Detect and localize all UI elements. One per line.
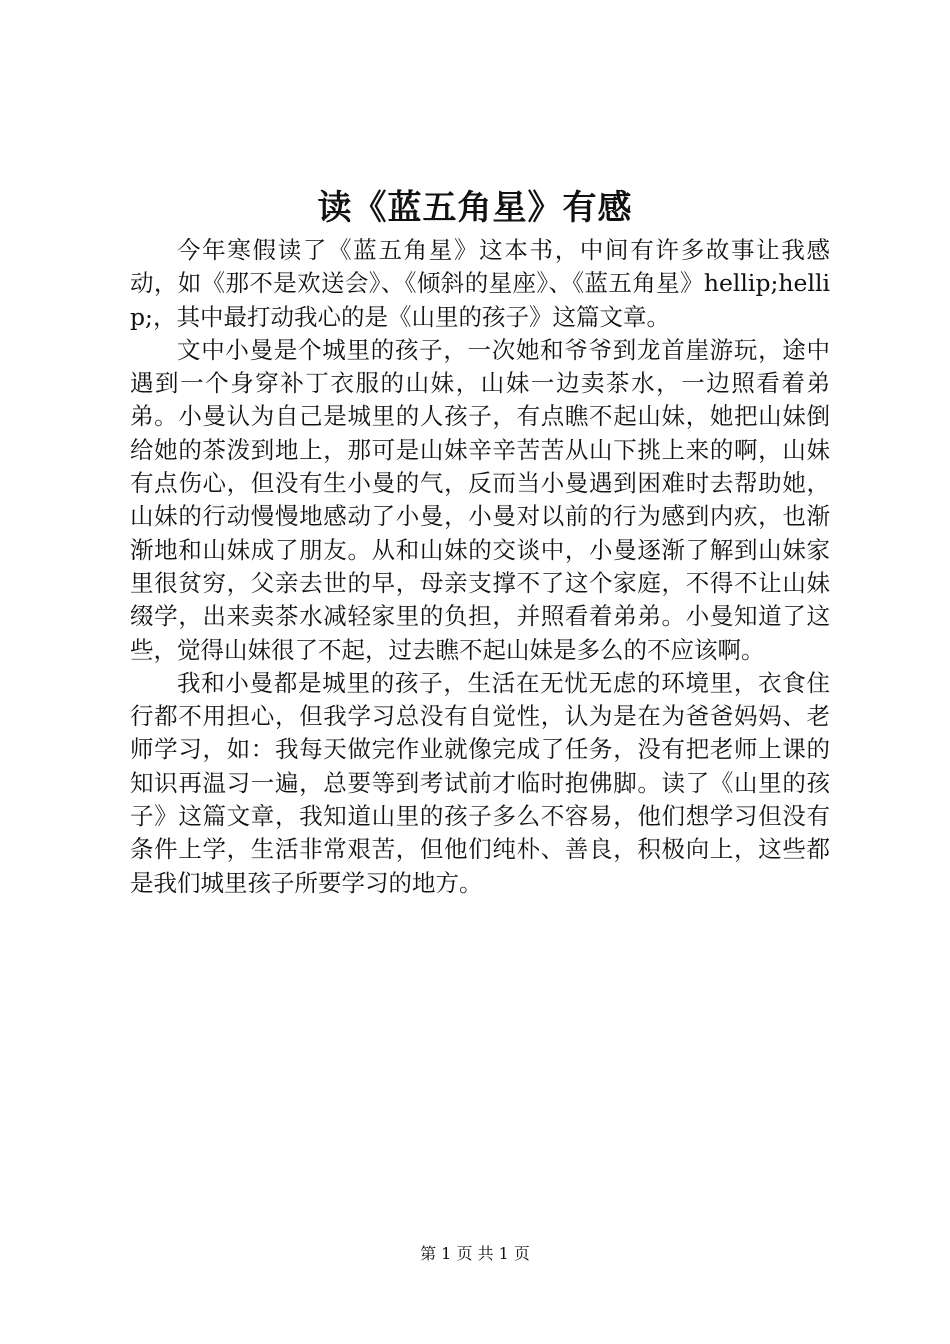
paragraph: 文中小曼是个城里的孩子，一次她和爷爷到龙首崖游玩，途中遇到一个身穿补丁衣服的山妹，山妹一边卖茶水，一边照看着弟弟。小曼认为自己是城里的人孩子，有点瞧不起山妹，她把山妹倒给她的茶泼到地上，那可是山妹辛辛苦苦从山下挑上来的啊，山妹有点伤心，但没有生小曼的气，反而当小曼遇到困难时去帮助她，山妹的行动慢慢地感动了小曼，小曼对以前的行为感到内疚，也渐渐地和山妹成了朋友。从和山妹的交谈中，小曼逐渐了解到山妹家里很贫穷，父亲去世的早，母亲支撑不了这个家庭，不得不让山妹缀学，出来卖茶水减轻家里的负担，并照看着弟弟。小曼知道了这些，觉得山妹很了不起，过去瞧不起山妹是多么的不应该啊。 — [130, 335, 830, 664]
paragraph: 今年寒假读了《蓝五角星》这本书，中间有许多故事让我感动，如《那不是欢送会》、《倾斜的星座》、《蓝五角星》hellip;hellip;，其中最打动我心的是《山里的孩子》这篇文章。 — [130, 236, 830, 331]
document-title: 读《蓝五角星》有感 — [317, 188, 633, 228]
document-body — [130, 234, 830, 900]
paragraph: 我和小曼都是城里的孩子，生活在无忧无虑的环境里，衣食住行都不用担心，但我学习总没有自觉性，认为是在为爸爸妈妈、老师学习，如：我每天做完作业就像完成了任务，没有把老师上课的知识再温习一遍，总要等到考试前才临时抱佛脚。读了《山里的孩子》这篇文章，我知道山里的孩子多么不容易，他们想学习但没有条件上学，生活非常艰苦，但他们纯朴、善良，积极向上，这些都是我们城里孩子所要学习的地方。 — [130, 668, 830, 897]
page-number-footer: 第 1 页 共 1 页 — [420, 1244, 530, 1263]
